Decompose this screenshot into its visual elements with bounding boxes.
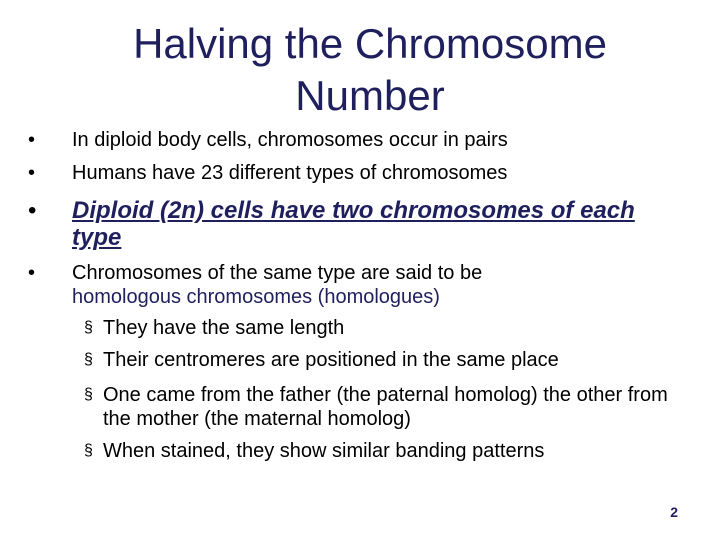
sub-bullet-text: Their centromeres are positioned in the same place [103,349,559,371]
page-number: 2 [670,504,678,520]
bullet-4 [28,261,680,309]
bullet-2 [28,161,680,185]
bullet-text: Humans have 23 different types of chromosomes [72,162,508,184]
sub-bullet-marker: § [84,386,93,403]
sub-bullet-text: When stained, they show similar banding patterns [103,440,545,462]
bullet-text: In diploid body cells, chromosomes occur in pairs [72,129,508,151]
sub-bullet-marker: § [84,319,93,336]
sub-bullet-4 [84,439,680,463]
sub-bullet-marker: § [84,442,93,459]
sub-bullet-text: They have the same length [103,317,345,339]
bullet-marker: • [28,197,37,224]
sub-bullet-marker: § [84,351,93,368]
bullet-marker: • [28,162,36,184]
slide-title-line1: Halving the Chromosome [133,20,607,67]
sub-bullet-2 [84,348,680,372]
sub-bullet-3 [84,383,680,431]
homologous-chromosomes-term: homologous chromosomes (homologues) [72,286,440,308]
bullet-3-diploid [28,197,680,251]
bullet-1 [28,128,680,152]
slide-title-line2: Number [295,72,445,119]
sub-bullet-1 [84,316,680,340]
bullet-marker: • [28,129,36,151]
slide-title [60,18,680,122]
bullet-text: Chromosomes of the same type are said to be [72,262,483,284]
bullet-marker: • [28,262,36,284]
sub-bullet-text: One came from the father (the paternal homolog) the other from the mother (the maternal homolog) [103,384,668,430]
bullet-text-emphasis: Diploid (2n) cells have two chromosomes of each type [72,197,635,251]
